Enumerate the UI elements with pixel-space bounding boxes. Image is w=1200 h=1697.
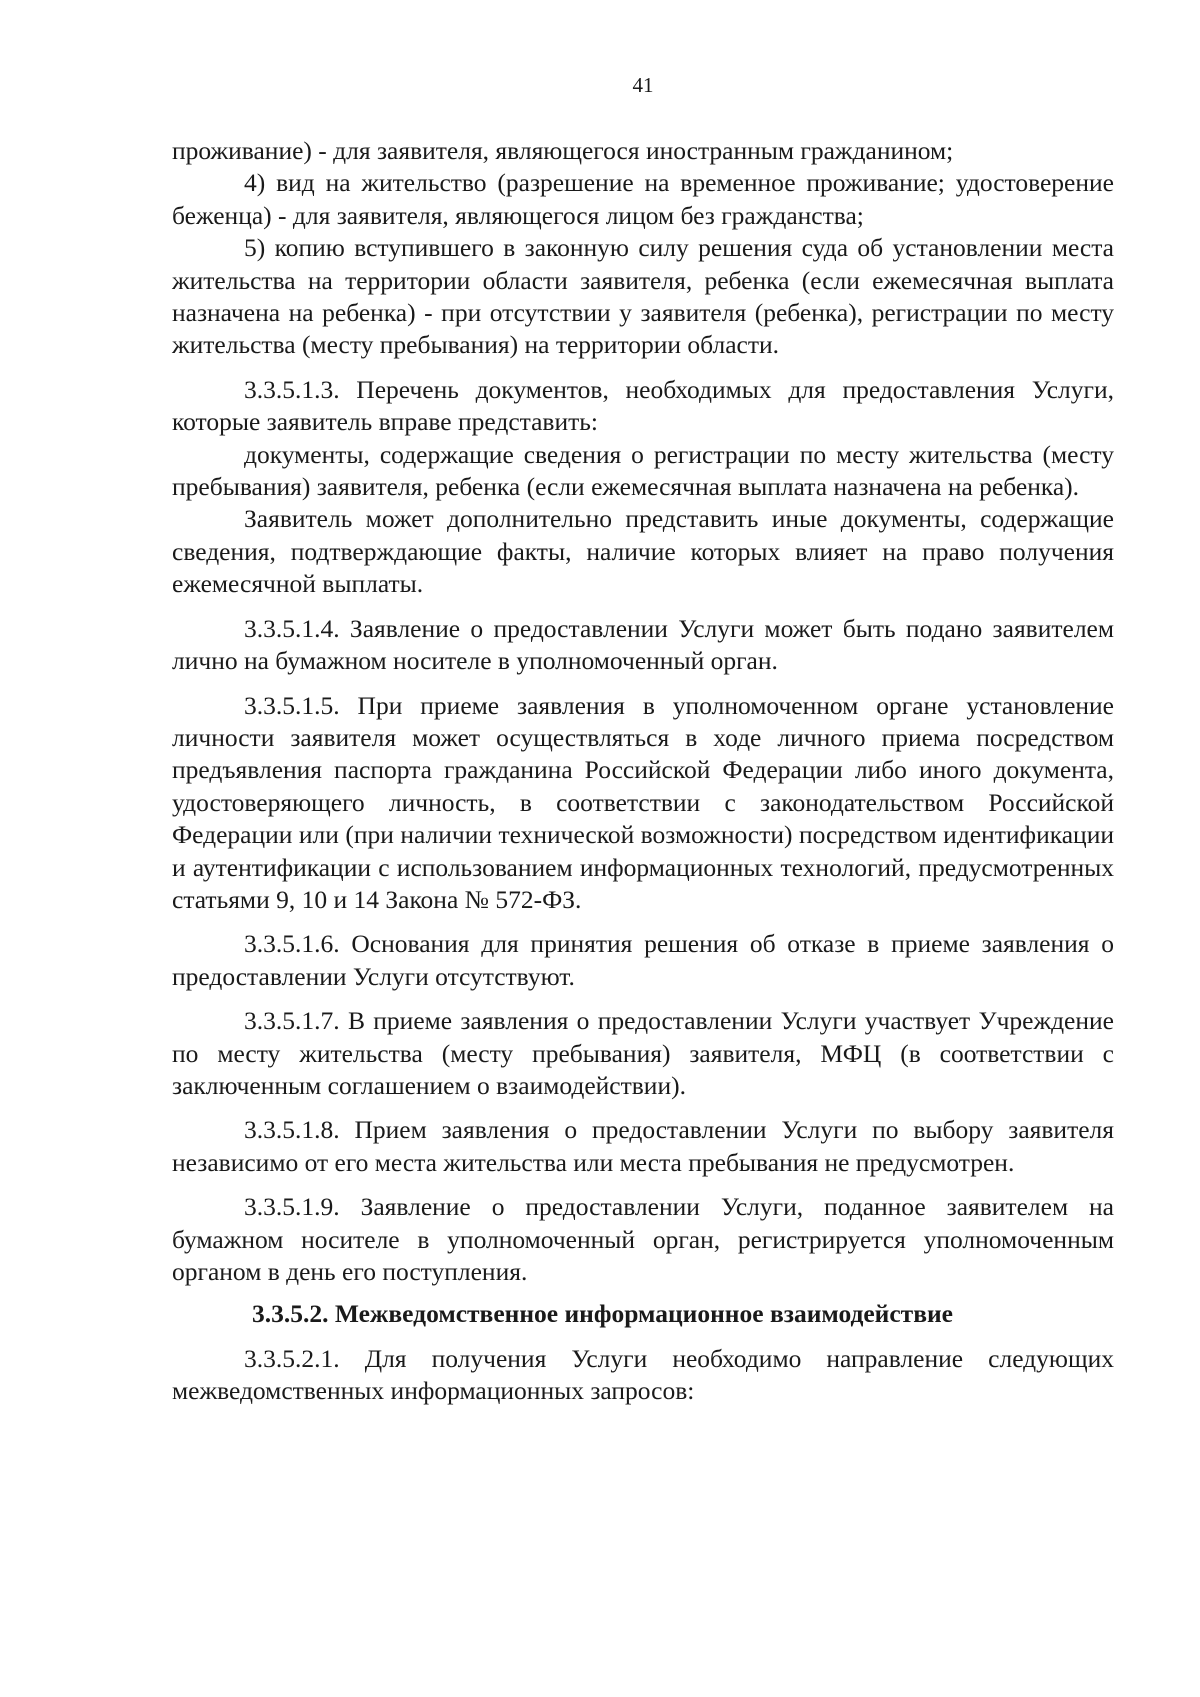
paragraph-3-3-5-1-8: 3.3.5.1.8. Прием заявления о предоставлении Услуги по выбору заявителя независимо от его места жительства или места пребывания не предусмотрен.: [172, 1115, 1114, 1177]
paragraph-3-3-5-1-3: 3.3.5.1.3. Перечень документов, необходимых для предоставления Услуги, которые заявитель вправе представить:: [172, 374, 1114, 437]
paragraph-3-3-5-1-7: 3.3.5.1.7. В приеме заявления о предоставлении Услуги участвует Учреждение по месту жительства (месту пребывания) заявителя, МФЦ (в соответствии с заключенным соглашением о взаимодействии).: [172, 1006, 1114, 1100]
paragraph-continuation: проживание) - для заявителя, являющегося иностранным гражданином;: [172, 136, 954, 165]
paragraph-item-4: 4) вид на жительство (разрешение на временное проживание; удостоверение беженца) - для заявителя, являющегося лицом без гражданства;: [172, 168, 1114, 230]
paragraph-3-3-5-2-1: 3.3.5.2.1. Для получения Услуги необходимо направление следующих межведомственных информационных запросов:: [172, 1343, 1114, 1406]
paragraph-documents: документы, содержащие сведения о регистрации по месту жительства (месту пребывания) заявителя, ребенка (если ежемесячная выплата назначена на ребенка).: [172, 439, 1114, 502]
section-heading: 3.3.5.2. Межведомственное информационное взаимодействие: [252, 1299, 953, 1329]
paragraph-3-3-5-1-5: 3.3.5.1.5. При приеме заявления в уполномоченном органе установление личности заявителя может осуществляться в ходе личного приема посредством предъявления паспорта гражданина Российской Федерации либо иного документа, удостоверяющего личность, в соответствии с законодательством Российской Федерации или (при наличии технической возможности) посредством идентификации и аутентификации с использованием информационных технологий, предусмотренных статьями 9, 10 и 14 Закона № 572-ФЗ.: [172, 690, 1114, 914]
paragraph-3-3-5-1-4: 3.3.5.1.4. Заявление о предоставлении Услуги может быть подано заявителем лично на бумажном носителе в уполномоченный орган.: [172, 613, 1114, 676]
document-body: [172, 135, 1114, 1408]
page-number: 41: [632, 73, 654, 97]
paragraph-3-3-5-1-6: 3.3.5.1.6. Основания для принятия решения об отказе в приеме заявления о предоставлении Услуги отсутствуют.: [172, 929, 1114, 991]
paragraph-3-3-5-1-9: 3.3.5.1.9. Заявление о предоставлении Услуги, поданное заявителем на бумажном носителе в уполномоченный орган, регистрируется уполномоченным органом в день его поступления.: [172, 1192, 1114, 1286]
paragraph-item-5: 5) копию вступившего в законную силу решения суда об установлении места жительства на территории области заявителя, ребенка (если ежемесячная выплата назначена на ребенка) - при отсутствии у заявителя (ребенка), регистрации по месту жительства (месту пребывания) на территории области.: [172, 233, 1114, 360]
paragraph-additional-documents: Заявитель может дополнительно представить иные документы, содержащие сведения, подтверждающие факты, наличие которых влияет на право получения ежемесячной выплаты.: [172, 504, 1114, 599]
